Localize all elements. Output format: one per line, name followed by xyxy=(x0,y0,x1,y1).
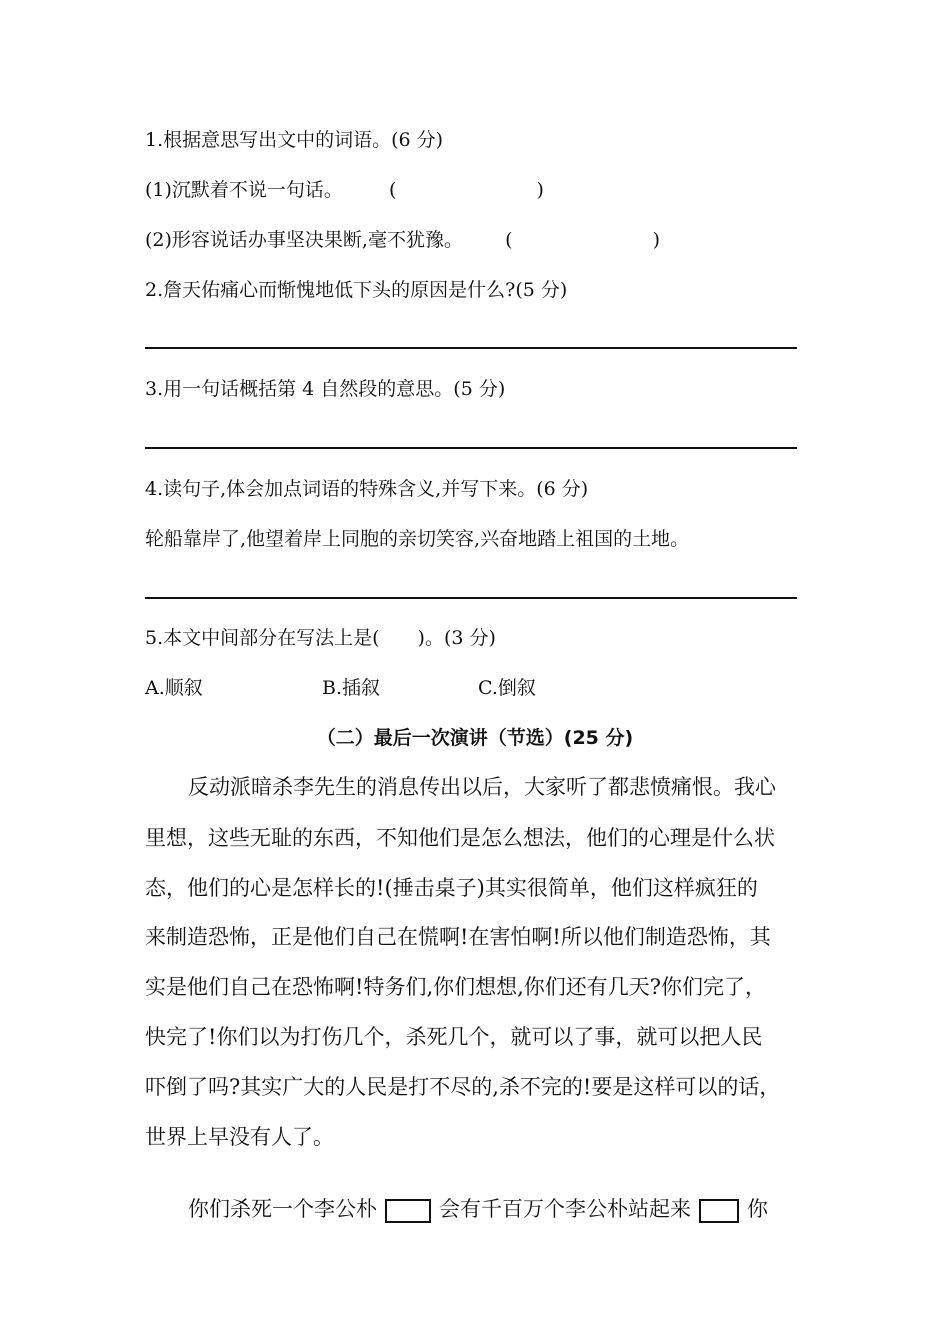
question-4-answer-line[interactable] xyxy=(145,597,797,599)
punctuation-fill-line xyxy=(188,1196,768,1223)
question-1-item-1-open-paren: ( xyxy=(389,179,397,201)
punctuation-box-2[interactable] xyxy=(699,1199,739,1223)
fill-line-part-3: 你 xyxy=(747,1197,768,1221)
question-1-item-1 xyxy=(145,178,544,202)
question-1-item-2-text: (2)形容说话办事坚决果断,毫不犹豫。 xyxy=(145,229,463,251)
question-3-answer-line[interactable] xyxy=(145,447,797,449)
question-1-item-1-text: (1)沉默着不说一句话。 xyxy=(145,179,343,201)
question-2-answer-line[interactable] xyxy=(145,347,797,349)
paragraph-line: 来制造恐怖，正是他们自己在慌啊!在害怕啊!所以他们制造恐怖，其 xyxy=(145,925,771,949)
fill-line-part-1: 你们杀死一个李公朴 xyxy=(188,1197,377,1221)
paragraph-line: 里想，这些无耻的东西，不知他们是怎么想法，他们的心理是什么状 xyxy=(145,826,775,850)
paragraph-line: 吓倒了吗?其实广大的人民是打不尽的,杀不完的!要是这样可以的话， xyxy=(145,1075,781,1099)
question-5-option-a[interactable]: A.顺叙 xyxy=(145,677,203,699)
paragraph-line: 反动派暗杀李先生的消息传出以后，大家听了都悲愤痛恨。我心 xyxy=(188,775,776,799)
fill-line-part-2: 会有千百万个李公朴站起来 xyxy=(439,1197,691,1221)
question-1-item-2-open-paren: ( xyxy=(505,229,513,251)
question-3-stem: 3.用一句话概括第 4 自然段的意思。(5 分) xyxy=(145,378,506,400)
paragraph-line: 态，他们的心是怎样长的!(捶击桌子)其实很简单，他们这样疯狂的 xyxy=(145,876,758,900)
question-5-stem: 5.本文中间部分在写法上是( )。(3 分) xyxy=(145,627,496,649)
question-5-option-b[interactable]: B.插叙 xyxy=(322,677,381,699)
question-1-item-2-close-paren: ) xyxy=(652,229,660,251)
question-5-option-c[interactable]: C.倒叙 xyxy=(478,677,536,699)
section-2-title: （二）最后一次演讲（节选）(25 分) xyxy=(316,727,634,749)
punctuation-box-1[interactable] xyxy=(385,1199,431,1223)
question-1-item-2 xyxy=(145,228,660,252)
paragraph-line: 世界上早没有人了。 xyxy=(145,1125,334,1149)
question-1-item-1-close-paren: ) xyxy=(536,179,544,201)
paragraph-line: 快完了!你们以为打伤几个，杀死几个，就可以了事，就可以把人民 xyxy=(145,1025,763,1049)
question-2-stem: 2.詹天佑痛心而惭愧地低下头的原因是什么?(5 分) xyxy=(145,279,568,301)
question-1-stem: 1.根据意思写出文中的词语。(6 分) xyxy=(145,129,444,151)
question-4-stem: 4.读句子,体会加点词语的特殊含义,并写下来。(6 分) xyxy=(145,478,589,500)
paragraph-line: 实是他们自己在恐怖啊!特务们,你们想想,你们还有几天?你们完了， xyxy=(145,975,767,999)
question-4-sentence: 轮船靠岸了,他望着岸上同胞的亲切笑容,兴奋地踏上祖国的土地。 xyxy=(145,528,690,550)
